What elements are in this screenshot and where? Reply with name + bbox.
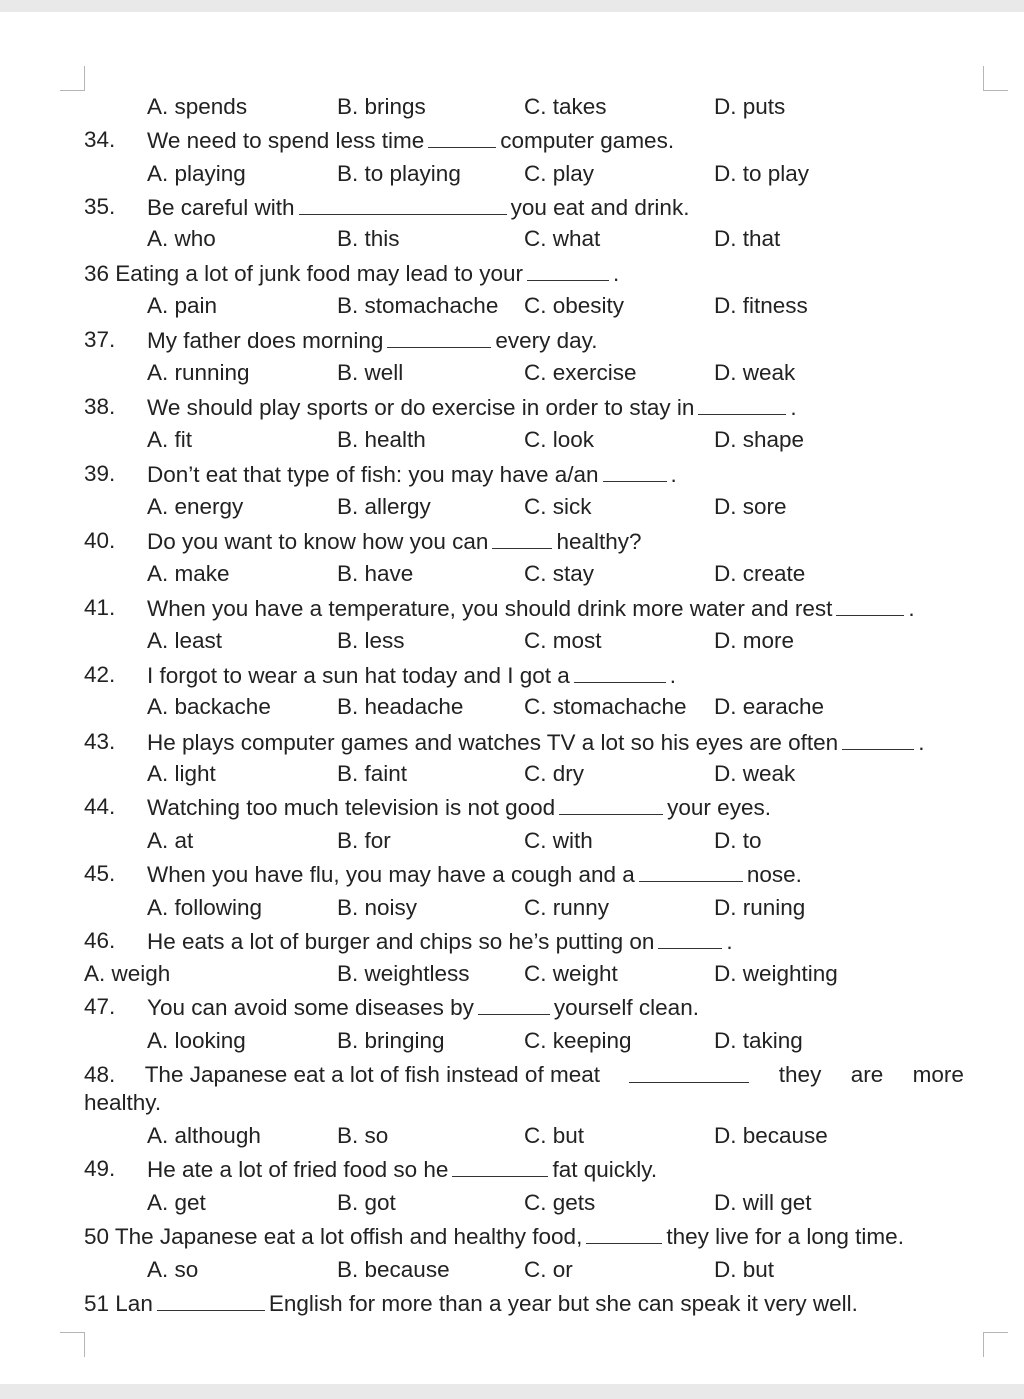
option-b: B. for <box>337 828 391 853</box>
option-a: A. looking <box>147 1028 246 1053</box>
answer-blank <box>428 125 496 148</box>
question-text: We should play sports or do exercise in order to stay in . <box>147 392 797 423</box>
option-b: B. because <box>337 1257 450 1282</box>
question-text: When you have flu, you may have a cough and a nose. <box>147 859 802 890</box>
answer-blank <box>586 1221 662 1244</box>
question-text-part: The Japanese eat a lot of fish instead of meat <box>144 1062 600 1087</box>
question-text: Don’t eat that type of fish: you may have a/an . <box>147 459 677 490</box>
answer-blank <box>299 192 507 215</box>
option-d: D. sore <box>714 494 787 519</box>
option-d: D. that <box>714 226 781 251</box>
option-c: C. stomachache <box>524 694 687 719</box>
question-text: Be careful with you eat and drink. <box>147 192 689 223</box>
question-text-part: they <box>778 1062 822 1087</box>
option-b: B. health <box>337 427 426 452</box>
option-a: A. spends <box>147 94 248 119</box>
question-text: You can avoid some diseases by yourself clean. <box>147 992 699 1023</box>
question-number: 48. <box>84 1062 116 1087</box>
question-number: 43. <box>84 729 116 754</box>
answer-blank <box>157 1288 265 1311</box>
option-c: C. takes <box>524 94 607 119</box>
page-corner-mark <box>60 66 85 91</box>
question-number: 42. <box>84 662 116 687</box>
option-b: B. less <box>337 628 405 653</box>
option-d: D. will get <box>714 1190 812 1215</box>
answer-blank <box>629 1060 749 1083</box>
answer-blank <box>478 992 550 1015</box>
question-number: 36 <box>84 261 110 286</box>
option-d: D. weak <box>714 360 796 385</box>
question-number: 37. <box>84 327 116 352</box>
option-c: C. but <box>524 1123 585 1148</box>
option-c: C. look <box>524 427 595 452</box>
option-a: A. least <box>147 628 223 653</box>
option-c: C. weight <box>524 961 618 986</box>
option-b: B. to playing <box>337 161 461 186</box>
option-d: D. puts <box>714 94 786 119</box>
option-b: B. bringing <box>337 1028 445 1053</box>
option-a: A. backache <box>147 694 271 719</box>
option-d: D. runing <box>714 895 806 920</box>
answer-blank <box>559 792 663 815</box>
question-number: 35. <box>84 194 116 219</box>
option-a: A. weigh <box>84 961 171 986</box>
option-c: C. what <box>524 226 601 251</box>
question-number: 41. <box>84 595 116 620</box>
option-a: A. get <box>147 1190 206 1215</box>
question-number: 39. <box>84 461 116 486</box>
question-text: My father does morning every day. <box>147 325 598 356</box>
option-a: A. running <box>147 360 250 385</box>
option-d: D. because <box>714 1123 828 1148</box>
question-text-part: are <box>850 1062 884 1087</box>
answer-blank <box>452 1154 548 1177</box>
question-text: 51 Lan English for more than a year but she can speak it very well. <box>84 1288 858 1319</box>
option-b: B. faint <box>337 761 408 786</box>
answer-blank <box>658 926 722 949</box>
option-b: B. this <box>337 226 400 251</box>
option-a: A. energy <box>147 494 244 519</box>
option-b: B. well <box>337 360 404 385</box>
option-b: B. stomachache <box>337 293 499 318</box>
option-d: D. but <box>714 1257 775 1282</box>
option-b: B. have <box>337 561 414 586</box>
question-number: 49. <box>84 1156 116 1181</box>
option-c: C. or <box>524 1257 573 1282</box>
answer-blank <box>836 593 904 616</box>
option-c: C. with <box>524 828 593 853</box>
option-c: C. stay <box>524 561 595 586</box>
answer-blank <box>603 459 667 482</box>
page-corner-mark <box>983 66 1008 91</box>
option-b: B. got <box>337 1190 396 1215</box>
option-d: D. more <box>714 628 795 653</box>
option-c: C. sick <box>524 494 592 519</box>
option-a: A. at <box>147 828 194 853</box>
answer-blank <box>842 727 914 750</box>
question-text: Watching too much television is not good your eyes. <box>147 792 771 823</box>
option-a: A. playing <box>147 161 246 186</box>
question-number: 34. <box>84 127 116 152</box>
option-a: A. fit <box>147 427 193 452</box>
option-a: A. pain <box>147 293 218 318</box>
option-d: D. earache <box>714 694 825 719</box>
option-a: A. although <box>147 1123 261 1148</box>
option-a: A. following <box>147 895 263 920</box>
option-d: D. taking <box>714 1028 803 1053</box>
question-text: 36 Eating a lot of junk food may lead to your . <box>84 258 619 289</box>
option-c: C. dry <box>524 761 585 786</box>
answer-blank <box>574 660 666 683</box>
question-number: 50 <box>84 1224 110 1249</box>
question-number: 44. <box>84 794 116 819</box>
option-b: B. brings <box>337 94 426 119</box>
question-text: When you have a temperature, you should drink more water and rest . <box>147 593 915 624</box>
question-text: I forgot to wear a sun hat today and I got a . <box>147 660 676 691</box>
question-text-part: more <box>912 1062 964 1087</box>
option-a: A. light <box>147 761 216 786</box>
option-a: A. who <box>147 226 216 251</box>
answer-blank <box>698 392 786 415</box>
question-number: 46. <box>84 928 116 953</box>
option-b: B. headache <box>337 694 464 719</box>
option-d: D. shape <box>714 427 805 452</box>
question-number: 47. <box>84 994 116 1019</box>
answer-blank <box>527 258 609 281</box>
question-number: 45. <box>84 861 116 886</box>
question-text: He plays computer games and watches TV a lot so his eyes are often . <box>147 727 924 758</box>
option-d: D. to <box>714 828 762 853</box>
option-c: C. play <box>524 161 595 186</box>
question-text: Do you want to know how you can healthy? <box>147 526 642 557</box>
option-c: C. exercise <box>524 360 637 385</box>
answer-blank <box>387 325 491 348</box>
option-c: C. gets <box>524 1190 596 1215</box>
answer-blank <box>639 859 743 882</box>
question-row <box>84 1060 964 1090</box>
option-c: C. most <box>524 628 602 653</box>
option-d: D. weighting <box>714 961 838 986</box>
option-c: C. keeping <box>524 1028 632 1053</box>
option-a: A. make <box>147 561 230 586</box>
option-a: A. so <box>147 1257 199 1282</box>
question-text: 50 The Japanese eat a lot offish and healthy food, they live for a long time. <box>84 1221 904 1252</box>
option-d: D. fitness <box>714 293 808 318</box>
question-text: He ate a lot of fried food so he fat quickly. <box>147 1154 657 1185</box>
question-number: 51 <box>84 1291 110 1316</box>
option-d: D. weak <box>714 761 796 786</box>
question-number: 40. <box>84 528 116 553</box>
option-b: B. allergy <box>337 494 431 519</box>
option-b: B. weightless <box>337 961 470 986</box>
question-number: 38. <box>84 394 116 419</box>
option-b: B. so <box>337 1123 389 1148</box>
question-text: We need to spend less time computer games. <box>147 125 674 156</box>
answer-blank <box>492 526 552 549</box>
option-c: C. runny <box>524 895 610 920</box>
question-text: He eats a lot of burger and chips so he’s putting on . <box>147 926 733 957</box>
option-d: D. to play <box>714 161 810 186</box>
option-b: B. noisy <box>337 895 418 920</box>
option-d: D. create <box>714 561 806 586</box>
option-c: C. obesity <box>524 293 625 318</box>
page-corner-mark <box>60 1332 85 1357</box>
page-corner-mark <box>983 1332 1008 1357</box>
